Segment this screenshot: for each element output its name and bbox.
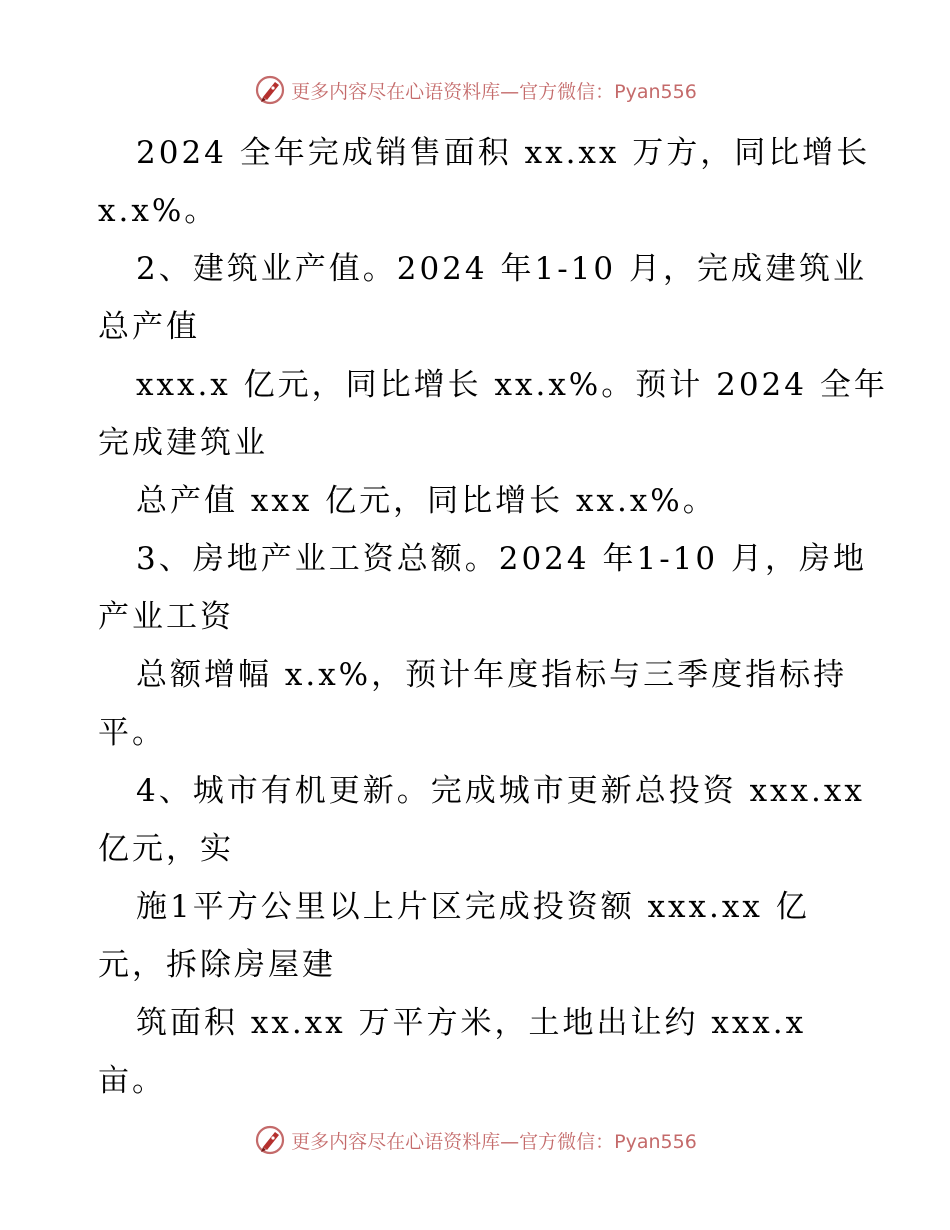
text-line: 2024 全年完成销售面积 xx.xx 万方，同比增长 xyxy=(136,135,871,171)
text-line: 完成建筑业 xyxy=(98,425,268,461)
text-line: 4、城市有机更新。完成城市更新总投资 xxx.xx xyxy=(136,773,865,809)
text-line: 施1平方公里以上片区完成投资额 xxx.xx 亿 xyxy=(136,889,810,925)
text-line: 总额增幅 x.x%，预计年度指标与三季度指标持 xyxy=(136,657,848,693)
pen-nib-logo-icon xyxy=(253,1123,287,1157)
watermark-text: 更多内容尽在心语资料库—官方微信：Pyan556 xyxy=(291,80,697,103)
document-body xyxy=(98,124,888,1110)
text-line: 平。 xyxy=(98,715,166,751)
watermark-text: 更多内容尽在心语资料库—官方微信：Pyan556 xyxy=(291,1130,697,1153)
text-line: 总产值 xyxy=(98,309,200,345)
text-line: xxx.x 亿元，同比增长 xx.x%。预计 2024 全年 xyxy=(136,367,888,403)
watermark-footer xyxy=(0,1120,950,1160)
text-line: 产业工资 xyxy=(98,599,234,635)
text-line: 2、建筑业产值。2024 年1-10 月，完成建筑业 xyxy=(136,251,867,287)
text-line: 亩。 xyxy=(98,1063,166,1099)
pen-nib-logo-icon xyxy=(253,73,287,107)
text-line: 总产值 xxx 亿元，同比增长 xx.x%。 xyxy=(136,483,717,519)
text-line: 筑面积 xx.xx 万平方米，土地出让约 xxx.x xyxy=(136,1005,807,1041)
text-line: 亿元，实 xyxy=(98,831,234,867)
text-line: 元，拆除房屋建 xyxy=(98,947,336,983)
watermark-header xyxy=(0,70,950,110)
text-line: x.x%。 xyxy=(98,193,219,229)
text-line: 3、房地产业工资总额。2024 年1-10 月，房地 xyxy=(136,541,867,577)
